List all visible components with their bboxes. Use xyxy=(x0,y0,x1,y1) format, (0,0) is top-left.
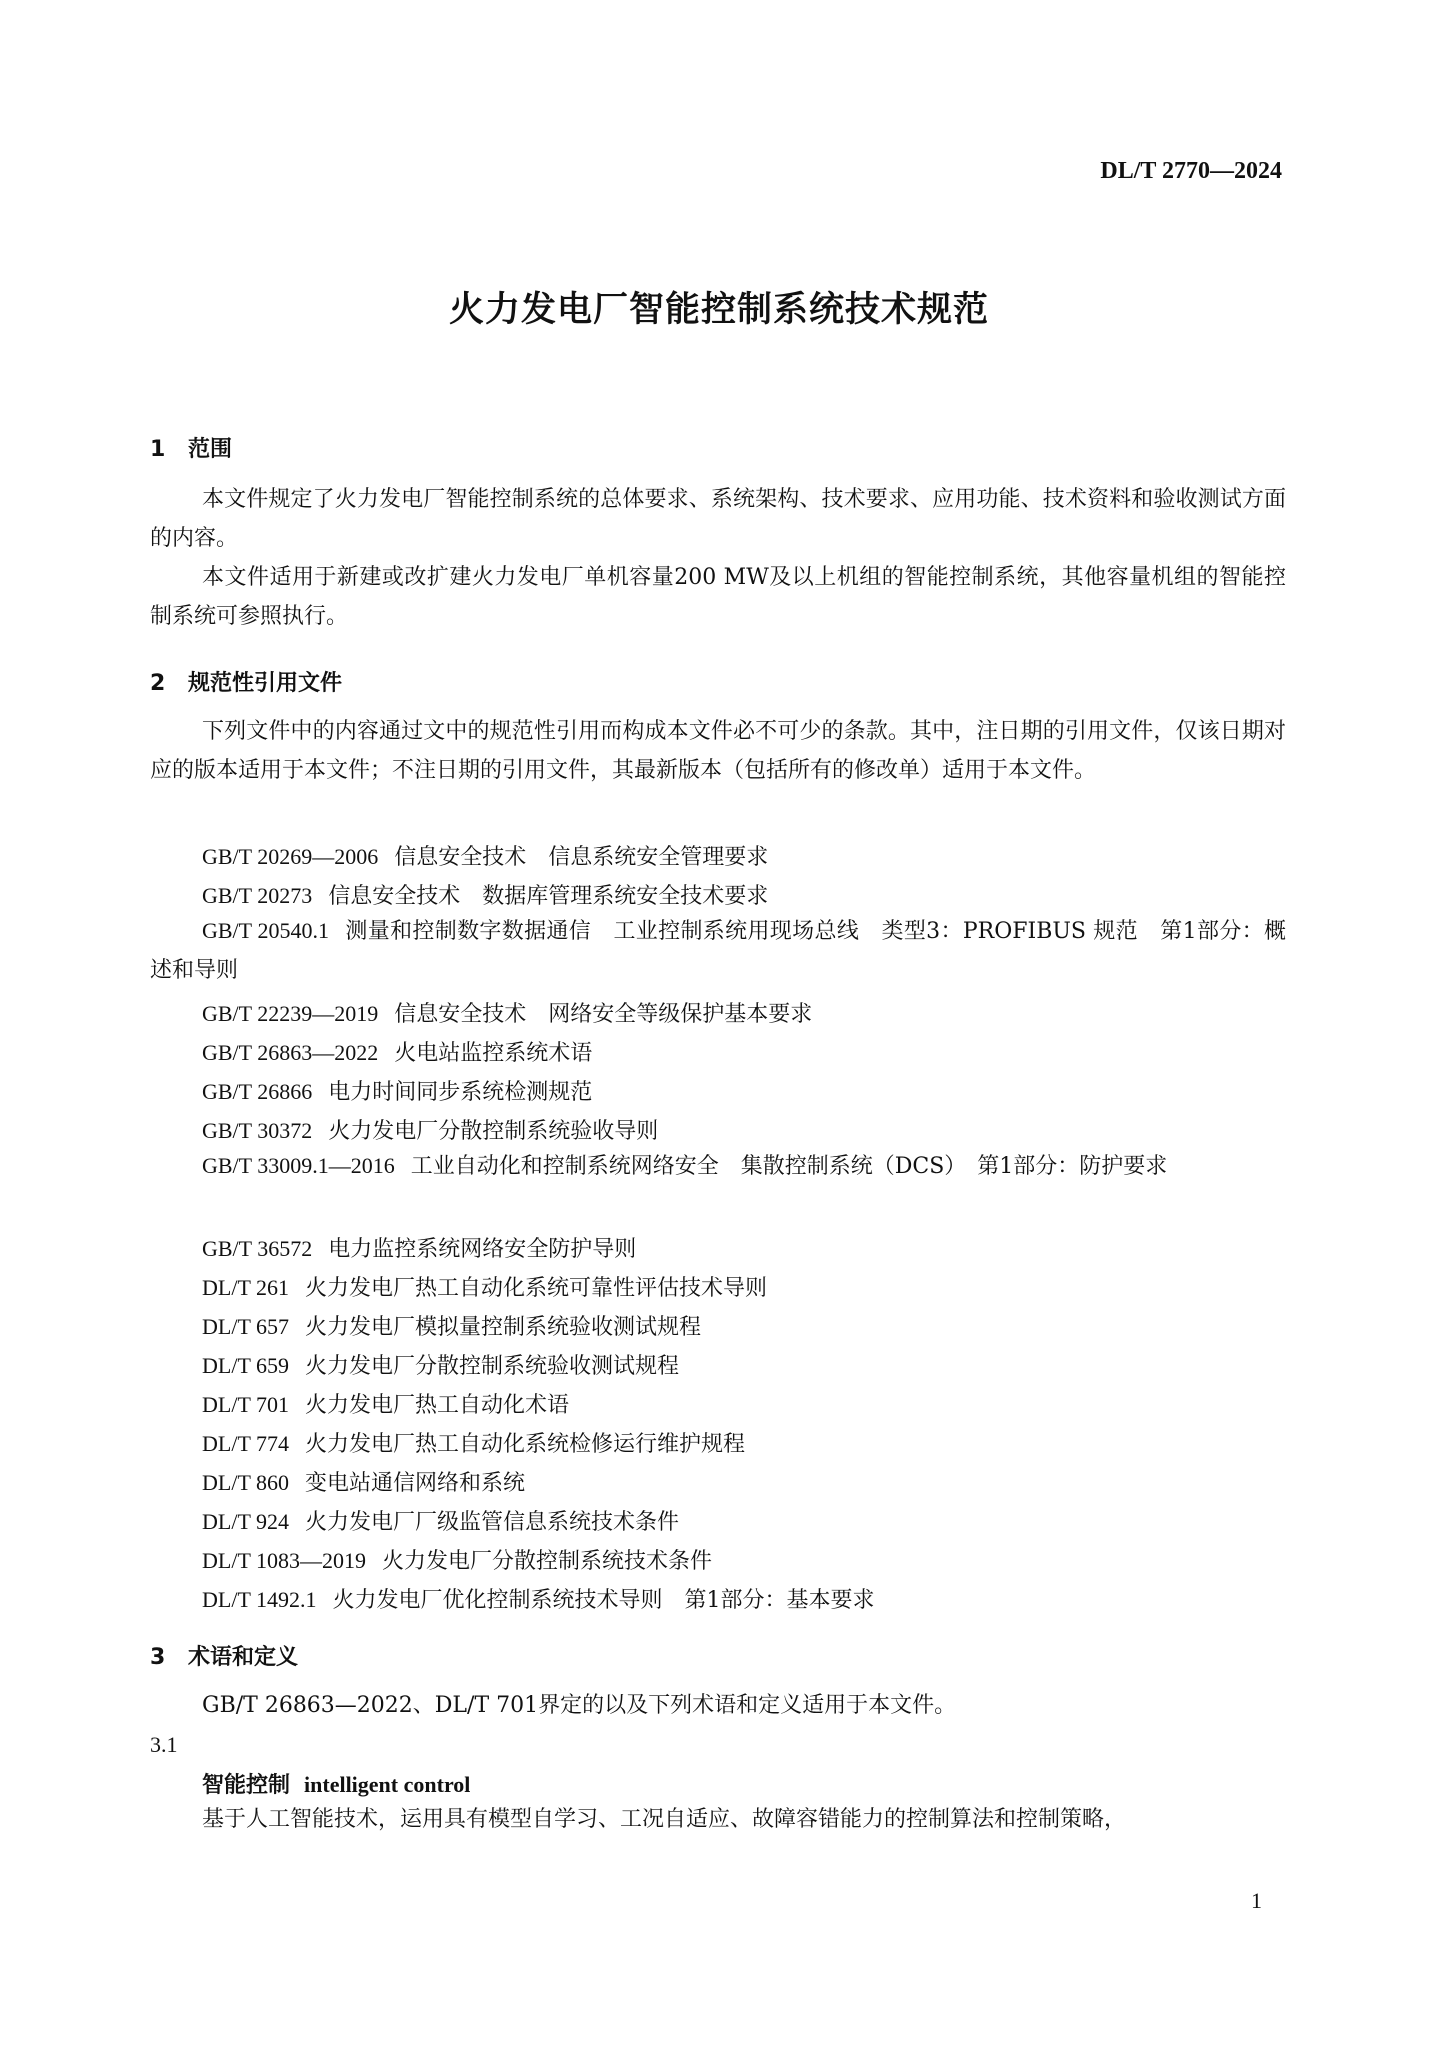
reference-item xyxy=(202,1388,569,1419)
reference-code: GB/T 36572 xyxy=(202,1236,313,1261)
reference-title: 信息安全技术 信息系统安全管理要求 xyxy=(394,845,769,870)
reference-item xyxy=(150,1146,1286,1186)
reference-item xyxy=(150,911,1286,990)
reference-code: DL/T 924 xyxy=(202,1509,289,1534)
reference-title: 工业自动化和控制系统网络安全 集散控制系统（DCS） 第1部分：防护要求 xyxy=(410,1154,1168,1179)
reference-code: GB/T 22239—2019 xyxy=(202,1001,379,1026)
reference-code: DL/T 657 xyxy=(202,1314,289,1339)
clause-number: 3.1 xyxy=(150,1732,178,1757)
reference-code: DL/T 1492.1 xyxy=(202,1587,317,1612)
reference-code: DL/T 659 xyxy=(202,1353,289,1378)
reference-code: GB/T 26863—2022 xyxy=(202,1040,379,1065)
term-entry xyxy=(202,1768,470,1799)
reference-title: 火力发电厂分散控制系统验收导则 xyxy=(328,1119,659,1144)
reference-title: 火力发电厂模拟量控制系统验收测试规程 xyxy=(304,1315,701,1340)
reference-code: GB/T 33009.1—2016 xyxy=(202,1153,395,1178)
reference-title: 火电站监控系统术语 xyxy=(394,1041,593,1066)
reference-item xyxy=(202,1310,701,1341)
section-number: 2 xyxy=(150,671,166,696)
reference-item xyxy=(202,1583,874,1614)
reference-title: 火力发电厂热工自动化术语 xyxy=(304,1393,569,1418)
term-definition: 基于人工智能技术，运用具有模型自学习、工况自适应、故障容错能力的控制算法和控制策略， xyxy=(202,1807,1127,1832)
reference-title: 火力发电厂分散控制系统技术条件 xyxy=(381,1549,712,1574)
section-1-heading xyxy=(150,432,232,463)
page-number: 1 xyxy=(1251,1888,1262,1913)
section-title: 规范性引用文件 xyxy=(188,671,343,696)
reference-code: GB/T 26866 xyxy=(202,1079,313,1104)
reference-title: 火力发电厂热工自动化系统可靠性评估技术导则 xyxy=(304,1276,767,1301)
reference-title: 火力发电厂分散控制系统验收测试规程 xyxy=(304,1354,679,1379)
reference-item xyxy=(202,1427,745,1458)
reference-title: 火力发电厂厂级监管信息系统技术条件 xyxy=(304,1510,679,1535)
reference-code: DL/T 774 xyxy=(202,1431,289,1456)
section-number: 1 xyxy=(150,437,166,462)
reference-title: 火力发电厂热工自动化系统检修运行维护规程 xyxy=(304,1432,745,1457)
reference-code: DL/T 1083—2019 xyxy=(202,1548,366,1573)
reference-item xyxy=(202,997,812,1028)
reference-item xyxy=(202,1036,592,1067)
reference-item xyxy=(202,1544,712,1575)
reference-item xyxy=(202,1232,636,1263)
reference-code: DL/T 701 xyxy=(202,1392,289,1417)
section-2-heading xyxy=(150,666,342,697)
section-title: 术语和定义 xyxy=(188,1645,299,1670)
reference-code: GB/T 20540.1 xyxy=(202,918,330,943)
reference-title: 信息安全技术 网络安全等级保护基本要求 xyxy=(394,1002,813,1027)
reference-title: 测量和控制数字数据通信 工业控制系统用现场总线 类型3：PROFIBUS 规范 第1部分：概述和导则 xyxy=(150,919,1286,983)
section-number: 3 xyxy=(150,1645,166,1670)
term-chinese: 智能控制 xyxy=(202,1773,291,1798)
reference-item xyxy=(202,1505,679,1536)
reference-item xyxy=(202,1466,525,1497)
standard-code: DL/T 2770—2024 xyxy=(1100,158,1282,184)
scope-paragraph-2: 本文件适用于新建或改扩建火力发电厂单机容量200 MW及以上机组的智能控制系统，其他容量机组的智能控制系统可参照执行。 xyxy=(150,565,1286,629)
reference-title: 电力时间同步系统检测规范 xyxy=(328,1080,593,1105)
reference-title: 火力发电厂优化控制系统技术导则 第1部分：基本要求 xyxy=(332,1588,875,1613)
reference-code: GB/T 20269—2006 xyxy=(202,844,379,869)
section-3-heading xyxy=(150,1640,298,1671)
reference-item xyxy=(202,1114,658,1145)
reference-title: 电力监控系统网络安全防护导则 xyxy=(328,1237,637,1262)
reference-title: 信息安全技术 数据库管理系统安全技术要求 xyxy=(328,884,769,909)
reference-item xyxy=(202,1271,767,1302)
reference-code: DL/T 860 xyxy=(202,1470,289,1495)
reference-code: DL/T 261 xyxy=(202,1275,289,1300)
reference-item xyxy=(202,840,768,871)
scope-paragraph-1: 本文件规定了火力发电厂智能控制系统的总体要求、系统架构、技术要求、应用功能、技术资料和验收测试方面的内容。 xyxy=(150,487,1286,551)
reference-item xyxy=(202,879,768,910)
reference-code: GB/T 20273 xyxy=(202,883,313,908)
reference-item xyxy=(202,1349,679,1380)
terms-intro: GB/T 26863—2022、DL/T 701界定的以及下列术语和定义适用于本文件。 xyxy=(202,1693,957,1718)
term-english: intelligent control xyxy=(304,1772,471,1797)
section-title: 范围 xyxy=(188,437,233,462)
reference-item xyxy=(202,1075,592,1106)
reference-code: GB/T 30372 xyxy=(202,1118,313,1143)
document-title: 火力发电厂智能控制系统技术规范 xyxy=(448,290,989,330)
reference-title: 变电站通信网络和系统 xyxy=(304,1471,525,1496)
references-intro: 下列文件中的内容通过文中的规范性引用而构成本文件必不可少的条款。其中，注日期的引用文件，仅该日期对应的版本适用于本文件；不注日期的引用文件，其最新版本（包括所有的修改单）适用于本文件。 xyxy=(150,719,1286,783)
